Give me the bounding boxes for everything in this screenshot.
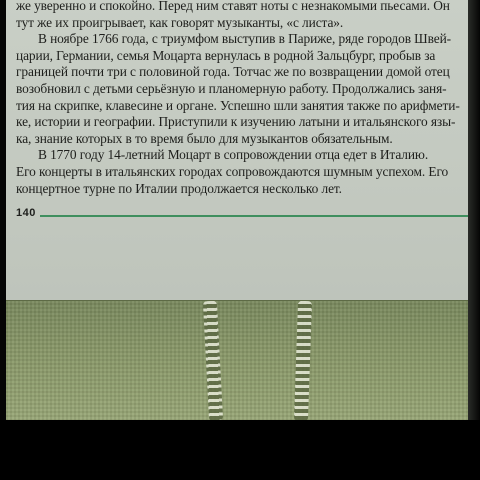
text-line: царии, Германии, семья Моцарта вернулась в родной Зальцбург, пробыв за <box>16 47 436 63</box>
footer-rule <box>40 215 468 217</box>
paragraph-1 <box>16 31 468 147</box>
bottom-black-band <box>0 420 480 480</box>
right-shadow <box>468 0 480 420</box>
page-text <box>16 0 468 197</box>
book-page <box>6 0 469 300</box>
text-line: же уверенно и спокойно. Перед ним ставят ноты с незнакомыми пьесами. Он <box>16 0 450 13</box>
green-cloth <box>6 300 468 421</box>
page-footer <box>16 207 468 223</box>
text-line: границей почти три с половиной года. Тотчас же по возвращении домой отец <box>16 64 450 80</box>
text-line: ка, знание которых в то время было для музыкантов обязательным. <box>16 130 393 146</box>
top-paragraph <box>16 0 468 31</box>
text-line: концертное турне по Италии продолжается несколько лет. <box>16 180 342 196</box>
text-line: тия на скрипке, клавесине и органе. Успешно шли занятия также по арифмети- <box>16 97 460 113</box>
cloth-seam <box>294 301 312 421</box>
text-line: В ноябре 1766 года, с триумфом выступив в Париже, ряде городов Швей- <box>38 31 452 47</box>
page-number: 140 <box>16 207 36 219</box>
text-line: тут же их проигрывает, как говорят музыканты, «с листа». <box>16 14 344 30</box>
text-line: возобновил с детьми серьёзную и планомерную работу. Продолжались заня- <box>16 80 447 96</box>
text-line: В 1770 году 14-летний Моцарт в сопровождении отца едет в Италию. <box>38 147 429 163</box>
paragraph-2 <box>16 147 468 197</box>
text-line: ке, истории и географии. Приступили к изучению латыни и итальянского язы- <box>16 114 456 130</box>
text-line: Его концерты в итальянских городах сопровождаются шумным успехом. Его <box>16 163 449 179</box>
cloth-seam <box>203 301 223 422</box>
